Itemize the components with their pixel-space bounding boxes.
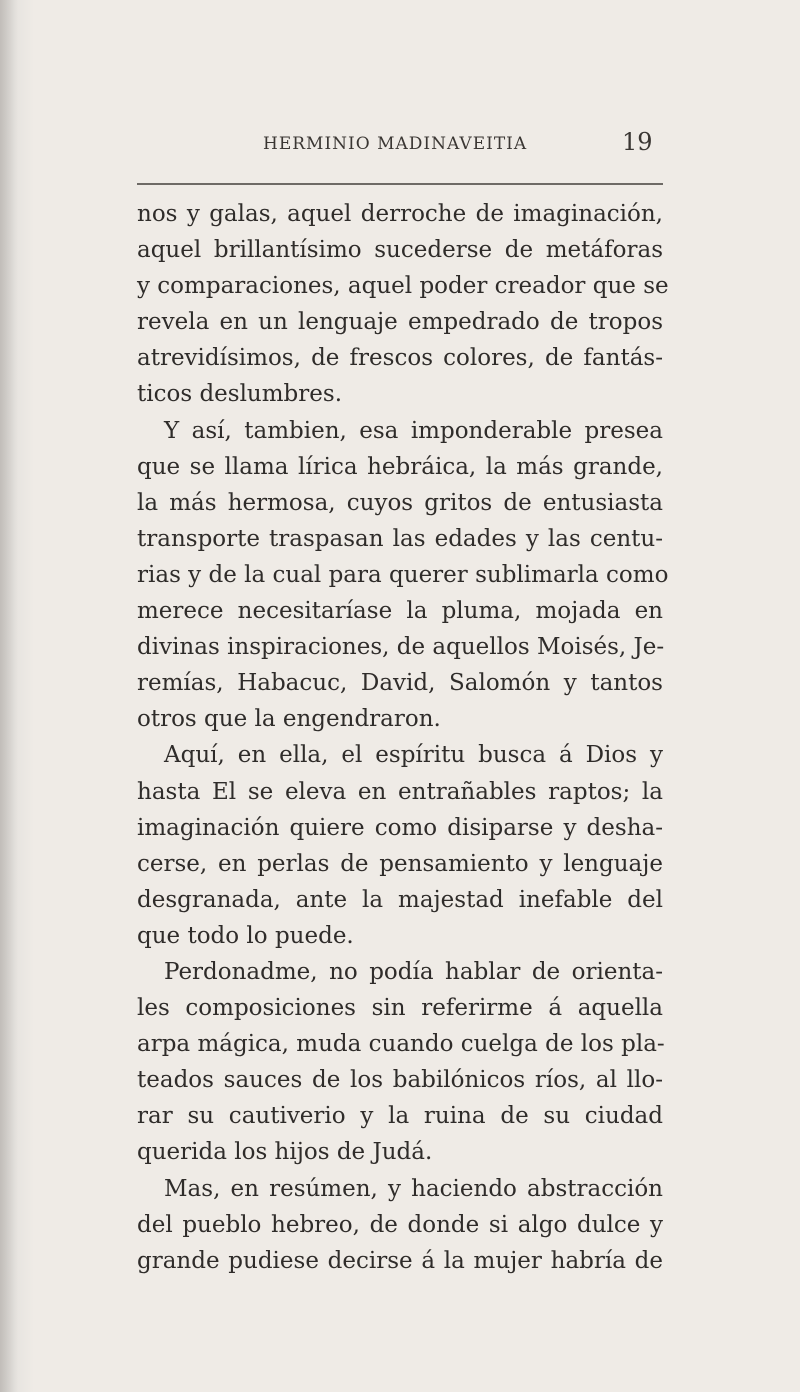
text-line: imaginación quiere como disiparse y desha- — [137, 814, 663, 841]
running-head: HERMINIO MADINAVEITIA — [263, 134, 528, 154]
text-line: ticos deslumbres. — [137, 381, 343, 408]
text-line: rar su cautiverio y la ruina de su ciudad — [137, 1103, 663, 1130]
text-line: les composiciones sin referirme á aquella — [137, 995, 663, 1022]
text-line: teados sauces de los babilónicos ríos, al llo- — [137, 1067, 663, 1094]
page-gutter-shadow — [0, 0, 18, 1392]
text-line: Perdonadme, no podía hablar de orienta- — [164, 958, 663, 985]
text-line: Mas, en resúmen, y haciendo abstracción — [164, 1175, 663, 1202]
text-line: divinas inspiraciones, de aquellos Moisés, Je- — [137, 634, 665, 661]
text-line: aquel brillantísimo sucederse de metáforas — [137, 237, 663, 264]
text-line: transporte traspasan las edades y las centu- — [137, 525, 663, 552]
text-line: remías, Habacuc, David, Salomón y tantos — [137, 670, 663, 697]
text-line: Y así, tambien, esa imponderable presea — [164, 417, 663, 444]
text-line: atrevidísimos, de frescos colores, de fantás- — [137, 345, 663, 372]
text-line: y comparaciones, aquel poder creador que se — [137, 273, 669, 300]
text-line: desgranada, ante la majestad inefable del — [137, 886, 663, 913]
text-line: querida los hijos de Judá. — [137, 1139, 433, 1166]
page-header — [0, 128, 800, 162]
text-line: hasta El se eleva en entrañables raptos; la — [137, 778, 663, 805]
header-rule — [137, 183, 663, 185]
text-line: del pueblo hebreo, de donde si algo dulce y — [137, 1211, 663, 1238]
text-line: que todo lo puede. — [137, 922, 354, 949]
body-text — [137, 196, 669, 1279]
text-line: Aquí, en ella, el espíritu busca á Dios y — [164, 742, 663, 769]
text-line: nos y galas, aquel derroche de imaginación, — [137, 201, 663, 227]
text-line: otros que la engendraron. — [137, 706, 441, 733]
text-line: merece necesitaríase la pluma, mojada en — [137, 598, 663, 625]
text-line: grande pudiese decirse á la mujer habría de — [137, 1247, 663, 1274]
text-line: cerse, en perlas de pensamiento y lenguaje — [137, 850, 663, 877]
text-line: rias y de la cual para querer sublimarla como — [137, 561, 669, 588]
text-line: la más hermosa, cuyos gritos de entusiasta — [137, 489, 663, 516]
text-line: arpa mágica, muda cuando cuelga de los pla- — [137, 1031, 665, 1058]
page-number: 19 — [622, 128, 653, 156]
text-line: que se llama lírica hebráica, la más grande, — [137, 453, 663, 480]
text-line: revela en un lenguaje empedrado de tropos — [137, 309, 663, 336]
